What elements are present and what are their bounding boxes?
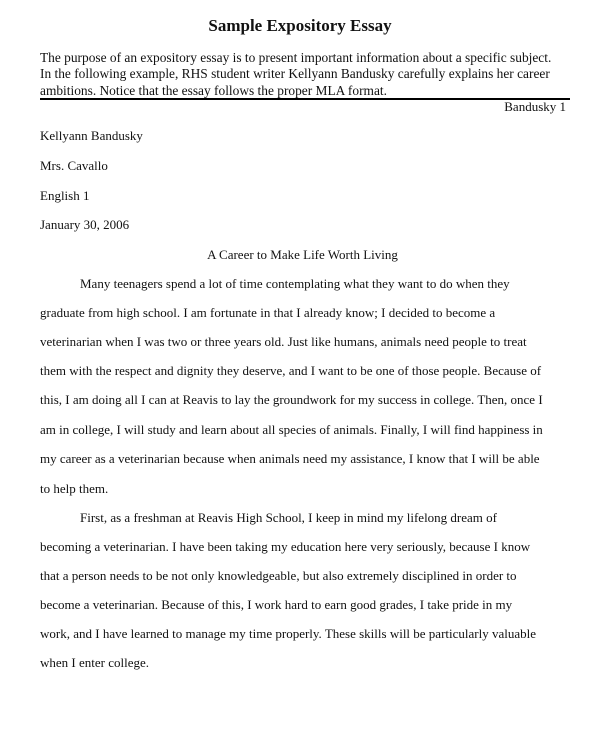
body-line: this, I am doing all I can at Reavis to lay the groundwork for my success in college. Then, once I [40, 392, 543, 407]
running-header: Bandusky 1 [504, 99, 566, 114]
body-line: Many teenagers spend a lot of time contemplating what they want to do when they [80, 276, 510, 291]
essay-title: A Career to Make Life Worth Living [207, 247, 398, 262]
body-line: veterinarian when I was two or three years old. Just like humans, animals need people to treat [40, 334, 527, 349]
body-line: work, and I have learned to manage my time properly. These skills will be particularly valuable [40, 626, 537, 641]
body-line: becoming a veterinarian. I have been taking my education here very seriously, because I know [40, 539, 531, 554]
body-line: that a person needs to be not only knowledgeable, but also extremely disciplined in order to [40, 568, 517, 583]
document-title: Sample Expository Essay [208, 16, 392, 35]
body-line: my career as a veterinarian because when animals need my assistance, I know that I will be able [40, 451, 540, 466]
body-line: when I enter college. [40, 655, 150, 670]
body-line: them with the respect and dignity they deserve, and I want to be one of those people. Because of [40, 363, 542, 378]
intro-paragraph [40, 50, 570, 99]
heading-course: English 1 [40, 188, 90, 203]
heading-teacher: Mrs. Cavallo [40, 158, 108, 173]
heading-date: January 30, 2006 [40, 217, 130, 232]
intro-line: In the following example, RHS student writer Kellyann Bandusky carefully explains her career [40, 66, 550, 82]
intro-divider [40, 98, 570, 100]
body-line: to help them. [40, 481, 109, 496]
body-line: am in college, I will study and learn about all species of animals. Finally, I will find happiness in [40, 422, 543, 437]
body-line: graduate from high school. I am fortunate in that I already know; I decided to become a [40, 305, 496, 320]
intro-line: ambitions. Notice that the essay follows the proper MLA format. [40, 82, 387, 98]
body-line: become a veterinarian. Because of this, I work hard to earn good grades, I take pride in my [40, 597, 513, 612]
heading-author: Kellyann Bandusky [40, 128, 143, 143]
body-line: First, as a freshman at Reavis High School, I keep in mind my lifelong dream of [80, 510, 497, 525]
intro-line: The purpose of an expository essay is to present important information about a specific subject. [40, 50, 552, 65]
